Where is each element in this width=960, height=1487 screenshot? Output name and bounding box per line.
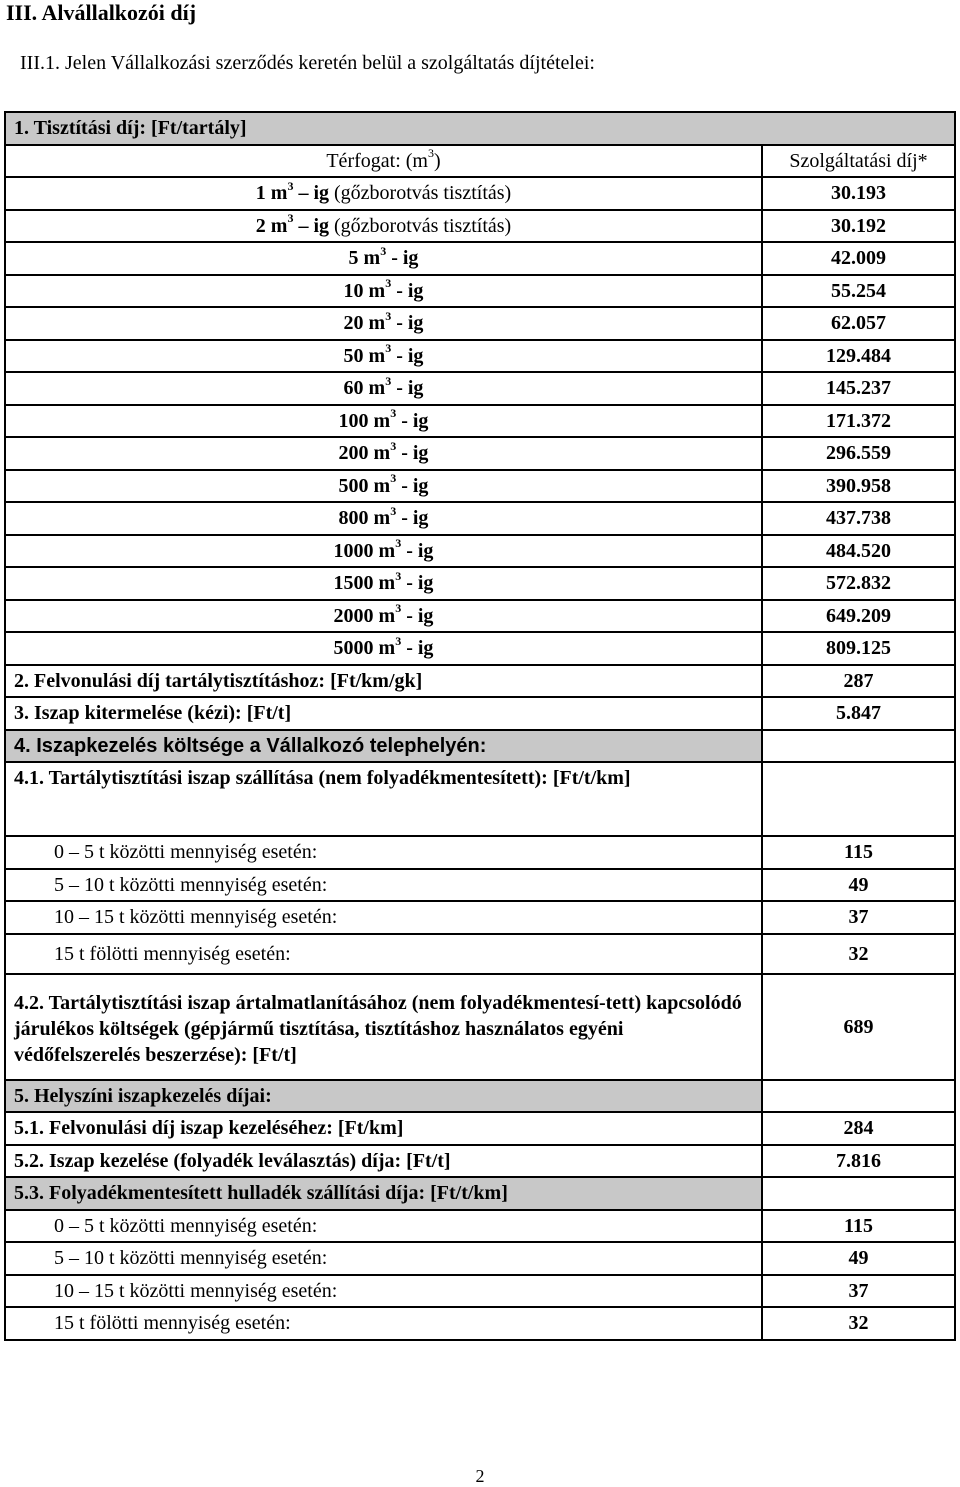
volume-value: 809.125	[762, 632, 955, 665]
item4-1-tier-row	[5, 869, 955, 902]
volume-header-row	[5, 145, 955, 178]
item4-1-tier-row	[5, 901, 955, 934]
volume-row	[5, 372, 955, 405]
volume-label: 5000 $m^3$ - ig	[5, 632, 762, 665]
item4-1-tier-row	[5, 836, 955, 869]
tier-label: 10 – 15 t közötti mennyiség esetén:	[5, 1275, 762, 1308]
volume-row	[5, 600, 955, 633]
volume-value: 55.254	[762, 275, 955, 308]
volume-row	[5, 567, 955, 600]
item5-1-value: 284	[762, 1112, 955, 1145]
volume-value: 30.192	[762, 210, 955, 243]
tier-value: 32	[762, 1307, 955, 1340]
item3-row	[5, 697, 955, 730]
item5-row	[5, 1080, 955, 1113]
item5-3-tier-row	[5, 1210, 955, 1243]
volume-row	[5, 275, 955, 308]
volume-row	[5, 405, 955, 438]
volume-row	[5, 177, 955, 210]
volume-label: 20 $m^3$ - ig	[5, 307, 762, 340]
tier-label: 15 t fölötti mennyiség esetén:	[5, 1307, 762, 1340]
item5-label: 5. Helyszíni iszapkezelés díjai:	[5, 1080, 762, 1113]
volume-value: 30.193	[762, 177, 955, 210]
tier-label: 5 – 10 t közötti mennyiség esetén:	[5, 1242, 762, 1275]
volume-row	[5, 437, 955, 470]
item2-label: 2. Felvonulási díj tartálytisztításhoz: [Ft/km/gk]	[5, 665, 762, 698]
item5-2-value: 7.816	[762, 1145, 955, 1178]
item5-3-label: 5.3. Folyadékmentesített hulladék szállítási díja: [Ft/t/km]	[5, 1177, 762, 1210]
tier-label: 0 – 5 t közötti mennyiség esetén:	[5, 1210, 762, 1243]
tier-value: 32	[762, 934, 955, 974]
volume-row	[5, 470, 955, 503]
item2-value: 287	[762, 665, 955, 698]
item5-2-row	[5, 1145, 955, 1178]
section-title: III. Alvállalkozói díj	[6, 0, 197, 25]
item1-label: 1. Tisztítási díj: [Ft/tartály]	[5, 112, 955, 145]
tier-label: 5 – 10 t közötti mennyiség esetén:	[5, 869, 762, 902]
tier-label: 10 – 15 t közötti mennyiség esetén:	[5, 901, 762, 934]
volume-value: 42.009	[762, 242, 955, 275]
volume-row	[5, 502, 955, 535]
tier-value: 49	[762, 1242, 955, 1275]
volume-label: 5 $m^3$ - ig	[5, 242, 762, 275]
volume-label: 50 $m^3$ - ig	[5, 340, 762, 373]
volume-value: 390.958	[762, 470, 955, 503]
volume-label: 200 $m^3$ - ig	[5, 437, 762, 470]
item4-label: 4. Iszapkezelés költsége a Vállalkozó telephelyén:	[5, 730, 762, 763]
volume-row	[5, 535, 955, 568]
volume-label: 800 $m^3$ - ig	[5, 502, 762, 535]
item5-3-tier-row	[5, 1307, 955, 1340]
volume-value: 129.484	[762, 340, 955, 373]
page-number: 2	[475, 1466, 485, 1486]
item5-3-row	[5, 1177, 955, 1210]
tier-value: 115	[762, 836, 955, 869]
tier-label: 0 – 5 t közötti mennyiség esetén:	[5, 836, 762, 869]
volume-row	[5, 210, 955, 243]
item4-1-label: 4.1. Tartálytisztítási iszap szállítása (nem folyadékmentesített): [Ft/t/km]	[5, 762, 762, 836]
item5-empty	[762, 1080, 955, 1113]
volume-value: 649.209	[762, 600, 955, 633]
item5-1-row	[5, 1112, 955, 1145]
item2-row	[5, 665, 955, 698]
volume-value: 62.057	[762, 307, 955, 340]
item4-1-row	[5, 762, 955, 836]
item5-3-tier-row	[5, 1275, 955, 1308]
volume-label: 1000 $m^3$ - ig	[5, 535, 762, 568]
item4-2-label: 4.2. Tartálytisztítási iszap ártalmatlanításához (nem folyadékmentesí-tett) kapcsolódó járulékos költségek (gépjármű tisztítása, tisztításhoz használatos egyéni védőfelszerelés beszerzése): [Ft/t]	[5, 974, 762, 1080]
item4-1-tier-row	[5, 934, 955, 974]
volume-header-label: Térfogat: $(m^3)$	[5, 145, 762, 178]
volume-row	[5, 632, 955, 665]
volume-label: 2000 $m^3$ - ig	[5, 600, 762, 633]
item5-3-empty	[762, 1177, 955, 1210]
volume-row	[5, 242, 955, 275]
item4-2-value: 689	[762, 974, 955, 1080]
volume-row	[5, 340, 955, 373]
tier-label: 15 t fölötti mennyiség esetén:	[5, 934, 762, 974]
tier-value: 49	[762, 869, 955, 902]
volume-value: 296.559	[762, 437, 955, 470]
volume-label: 100 $m^3$ - ig	[5, 405, 762, 438]
volume-value: 437.738	[762, 502, 955, 535]
fee-table	[4, 111, 956, 1341]
fee-header-label: Szolgáltatási díj*	[762, 145, 955, 178]
item5-3-tier-row	[5, 1242, 955, 1275]
volume-label: 60 $m^3$ - ig	[5, 372, 762, 405]
volume-value: 572.832	[762, 567, 955, 600]
tier-value: 115	[762, 1210, 955, 1243]
intro-text: III.1. Jelen Vállalkozási szerződés keretén belül a szolgáltatás díjtételei:	[20, 52, 595, 74]
volume-value: 145.237	[762, 372, 955, 405]
item1-row	[5, 112, 955, 145]
item3-label: 3. Iszap kitermelése (kézi): [Ft/t]	[5, 697, 762, 730]
item4-2-row	[5, 974, 955, 1080]
volume-label: 500 $m^3$ - ig	[5, 470, 762, 503]
tier-value: 37	[762, 901, 955, 934]
volume-label: 1500 $m^3$ - ig	[5, 567, 762, 600]
volume-value: 484.520	[762, 535, 955, 568]
volume-label: 2 $m^3$ – ig (gőzborotvás tisztítás)	[5, 210, 762, 243]
volume-value: 171.372	[762, 405, 955, 438]
tier-value: 37	[762, 1275, 955, 1308]
volume-label: 10 $m^3$ - ig	[5, 275, 762, 308]
volume-label: 1 $m^3$ – ig (gőzborotvás tisztítás)	[5, 177, 762, 210]
item4-row	[5, 730, 955, 763]
item3-value: 5.847	[762, 697, 955, 730]
item5-2-label: 5.2. Iszap kezelése (folyadék leválasztás) díja: [Ft/t]	[5, 1145, 762, 1178]
item4-1-empty	[762, 762, 955, 836]
item5-1-label: 5.1. Felvonulási díj iszap kezeléséhez: [Ft/km]	[5, 1112, 762, 1145]
item4-empty	[762, 730, 955, 763]
volume-row	[5, 307, 955, 340]
